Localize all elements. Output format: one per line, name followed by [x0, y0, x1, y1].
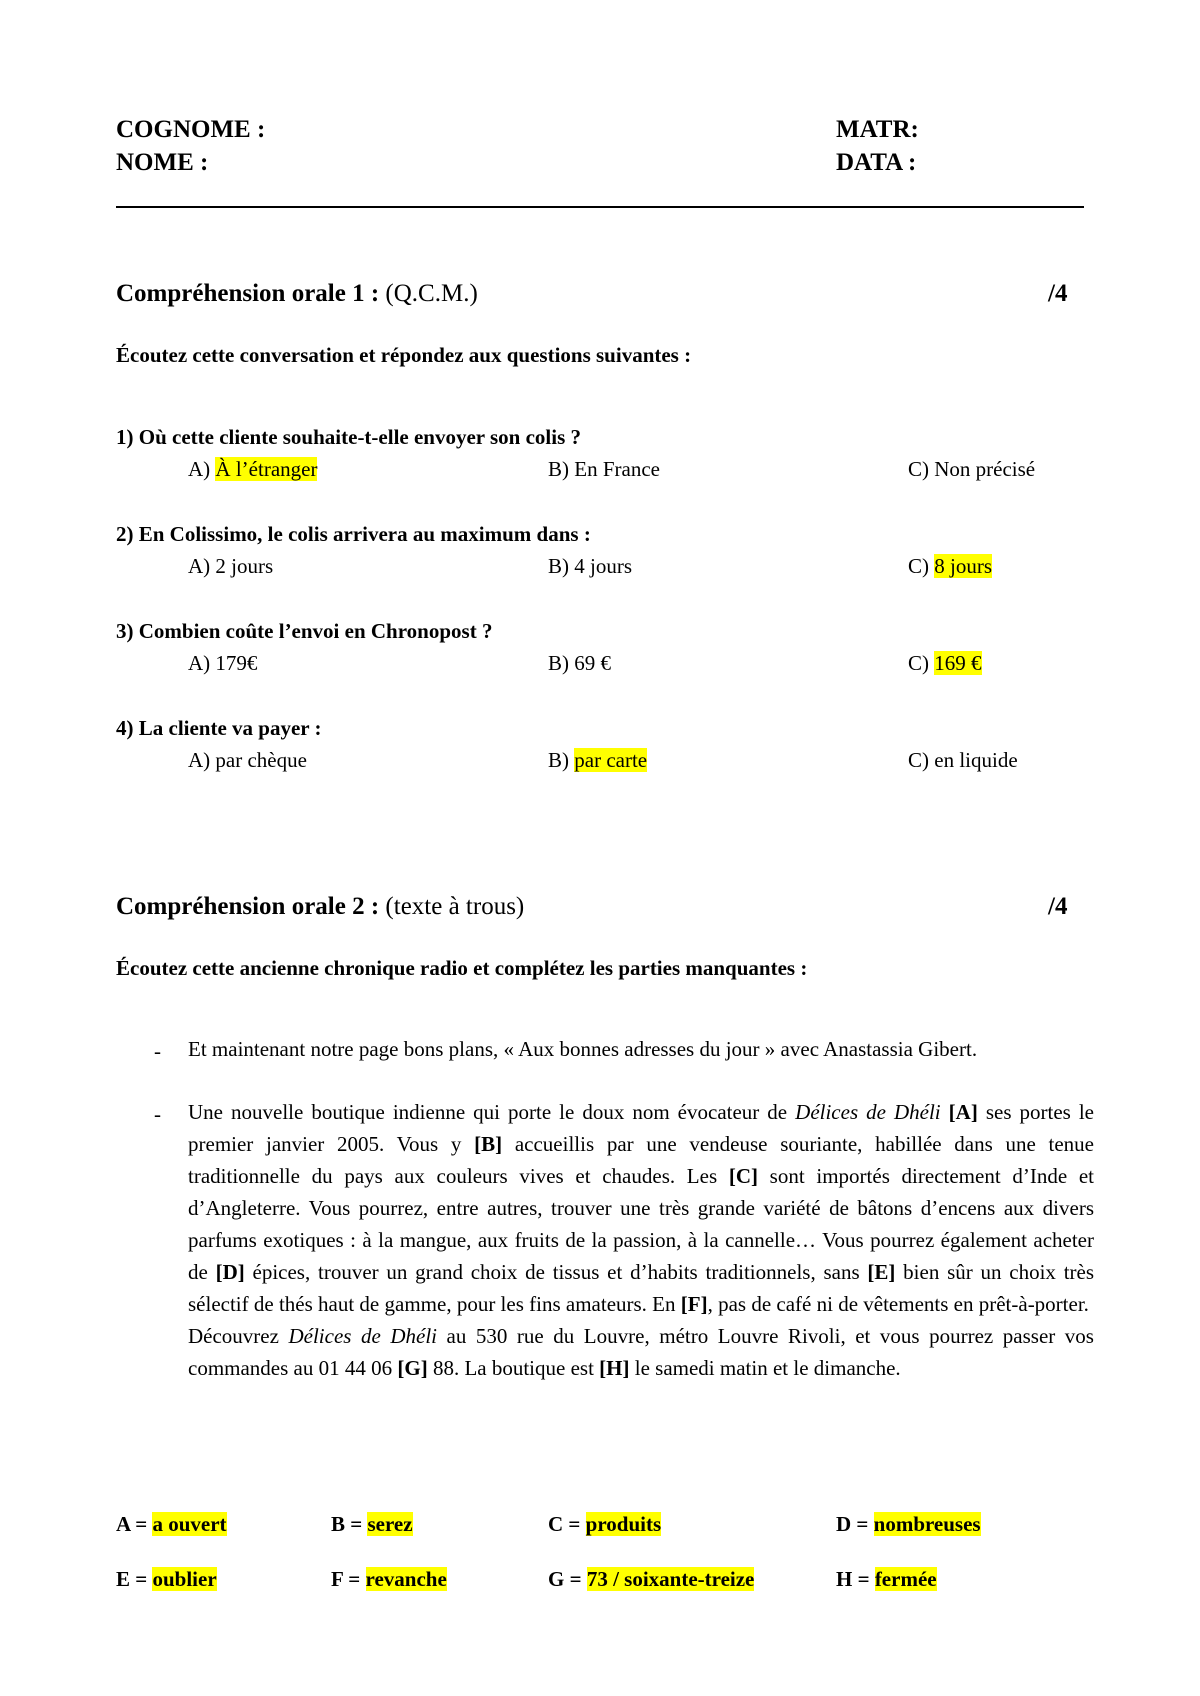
q1-option-a-prefix: A)	[188, 457, 216, 481]
q2-option-c	[908, 554, 992, 579]
gap-b: [B]	[474, 1132, 503, 1156]
answer-c-value: produits	[585, 1512, 662, 1536]
q3-option-c	[908, 651, 982, 676]
q1-option-c	[908, 457, 1035, 482]
answer-b-label: B =	[331, 1512, 368, 1536]
q3-option-a-prefix: A)	[188, 651, 216, 675]
answer-d-value: nombreuses	[873, 1512, 981, 1536]
answer-h	[836, 1567, 937, 1592]
para-text-7: , pas de café ni de vêtements en prêt-à-porter.	[707, 1292, 1089, 1316]
para-text-9: au 530 rue du Louvre, métro Louvre Rivoli, et vous pourrez passer vos commandes au 01 44 06	[188, 1324, 1094, 1380]
answer-b	[331, 1512, 413, 1537]
q2-option-b-text: 4 jours	[574, 554, 632, 578]
para-text-11: le samedi matin et le dimanche.	[629, 1356, 901, 1380]
answer-d	[836, 1512, 981, 1537]
section1-title	[116, 280, 478, 308]
answer-h-label: H =	[836, 1567, 875, 1591]
shop-name: Délices de Dhéli	[795, 1100, 941, 1124]
q3-option-b	[548, 651, 611, 676]
question-2: 2) En Colissimo, le colis arrivera au maximum dans :	[116, 522, 591, 546]
q3-option-c-text: 169 €	[934, 651, 982, 675]
gap-e: [E]	[867, 1260, 896, 1284]
section1-instruction: Écoutez cette conversation et répondez aux questions suivantes :	[116, 343, 692, 367]
para-text-6: bien sûr un choix très sélectif de thés haut de gamme, pour les fins amateurs. En	[188, 1260, 1095, 1316]
q2-option-a-text: 2 jours	[215, 554, 274, 578]
section2-title	[116, 893, 524, 921]
section2-title-bold: Compréhension orale 2 :	[116, 893, 380, 920]
bullet-dash-1: -	[154, 1039, 161, 1063]
bullet-dash-2: -	[154, 1102, 161, 1126]
q4-option-c-text: en liquide	[934, 748, 1018, 772]
q3-option-b-text: 69 €	[574, 651, 611, 675]
answer-g-value: 73 / soixante-treize	[586, 1567, 755, 1591]
q2-option-c-prefix: C)	[908, 554, 935, 578]
q4-option-c-prefix: C)	[908, 748, 935, 772]
answer-h-value: fermée	[874, 1567, 937, 1591]
para-text-2: ses portes le premier janvier 2005. Vous y	[188, 1100, 1094, 1156]
q2-option-b	[548, 554, 632, 579]
q2-option-c-text: 8 jours	[934, 554, 992, 578]
gap-h: [H]	[599, 1356, 630, 1380]
q3-option-a	[188, 651, 257, 676]
section2-title-rest: (texte à trous)	[379, 893, 525, 920]
q4-option-a-prefix: A)	[188, 748, 216, 772]
para-text-4: sont importés directement d’Inde et d’Angleterre. Vous pourrez, entre autres, trouver une très grande variété de bâtons d’encens aux divers parfums exotiques : à la mangue, aux fruits de la passion, à la cannelle… Vous pourrez également acheter de	[188, 1164, 1095, 1284]
answer-a-value: a ouvert	[152, 1512, 227, 1536]
header-divider	[116, 206, 1084, 208]
q1-option-c-prefix: C)	[908, 457, 935, 481]
nome-label: NOME :	[116, 149, 209, 176]
q3-option-b-prefix: B)	[548, 651, 575, 675]
q1-option-b	[548, 457, 660, 482]
answer-e	[116, 1567, 217, 1592]
answer-c	[548, 1512, 661, 1537]
section1-score: /4	[1048, 280, 1068, 307]
gap-g: [G]	[397, 1356, 428, 1380]
answer-f-label: F =	[331, 1567, 366, 1591]
section2-instruction: Écoutez cette ancienne chronique radio et complétez les parties manquantes :	[116, 956, 808, 980]
q4-option-b-prefix: B)	[548, 748, 575, 772]
q4-option-b	[548, 748, 647, 773]
question-3: 3) Combien coûte l’envoi en Chronopost ?	[116, 619, 493, 643]
para-text-3: accueillis par une vendeuse souriante, habillée dans une tenue traditionnelle du pays aux couleurs vives et chaudes. Les	[188, 1132, 1094, 1188]
answer-g-label: G =	[548, 1567, 587, 1591]
gap-text-paragraph	[188, 1096, 1094, 1384]
answer-g	[548, 1567, 754, 1592]
q1-option-c-text: Non précisé	[934, 457, 1036, 481]
answer-f-value: revanche	[365, 1567, 447, 1591]
q4-option-a-text: par chèque	[215, 748, 307, 772]
q3-option-a-text: 179€	[215, 651, 258, 675]
shop-name-2: Délices de Dhéli	[288, 1324, 437, 1348]
q2-option-b-prefix: B)	[548, 554, 575, 578]
para-text-8: Découvrez	[188, 1324, 289, 1348]
gap-c: [C]	[728, 1164, 758, 1188]
q4-option-a	[188, 748, 307, 773]
section1-title-bold: Compréhension orale 1 :	[116, 280, 380, 307]
matr-label: MATR:	[836, 116, 919, 143]
data-label: DATA :	[836, 149, 917, 176]
answer-e-label: E =	[116, 1567, 153, 1591]
gap-f: [F]	[680, 1292, 708, 1316]
para-text-10: 88. La boutique est	[427, 1356, 600, 1380]
para-text-1: Une nouvelle boutique indienne qui porte le doux nom évocateur de	[188, 1100, 796, 1124]
gap-a: [A]	[948, 1100, 978, 1124]
q4-option-b-text: par carte	[574, 748, 648, 772]
gap-d: [D]	[215, 1260, 245, 1284]
cognome-label: COGNOME :	[116, 116, 266, 143]
answer-c-label: C =	[548, 1512, 586, 1536]
answer-a-label: A =	[116, 1512, 153, 1536]
answer-f	[331, 1567, 447, 1592]
q1-option-a-text: À l’étranger	[215, 457, 318, 481]
intro-line: Et maintenant notre page bons plans, « Aux bonnes adresses du jour » avec Anastassia Gibert.	[188, 1037, 978, 1061]
question-1: 1) Où cette cliente souhaite-t-elle envoyer son colis ?	[116, 425, 582, 449]
q2-option-a	[188, 554, 273, 579]
section2-score: /4	[1048, 893, 1068, 920]
answer-d-label: D =	[836, 1512, 874, 1536]
answer-a	[116, 1512, 227, 1537]
q4-option-c	[908, 748, 1018, 773]
answer-e-value: oublier	[152, 1567, 217, 1591]
q1-option-a	[188, 457, 317, 482]
answer-b-value: serez	[367, 1512, 413, 1536]
q1-option-b-text: En France	[574, 457, 660, 481]
question-4: 4) La cliente va payer :	[116, 716, 322, 740]
para-text-5: épices, trouver un grand choix de tissus et d’habits traditionnels, sans	[244, 1260, 868, 1284]
q1-option-b-prefix: B)	[548, 457, 575, 481]
section1-title-rest: (Q.C.M.)	[379, 280, 478, 307]
q2-option-a-prefix: A)	[188, 554, 216, 578]
q3-option-c-prefix: C)	[908, 651, 935, 675]
